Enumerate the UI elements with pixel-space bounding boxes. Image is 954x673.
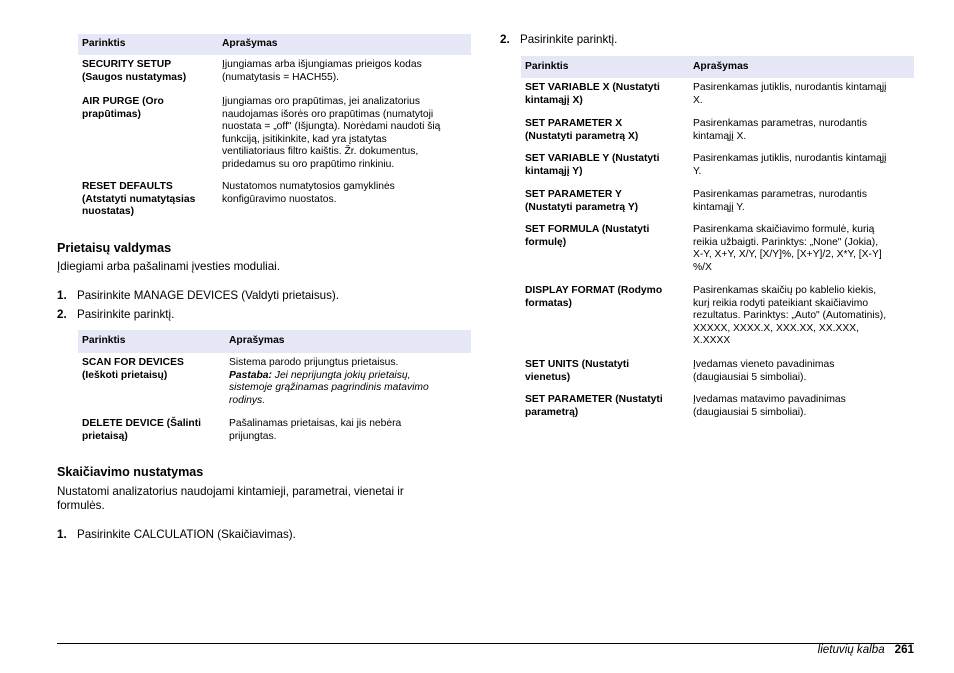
options-table-calculation: [521, 56, 914, 419]
options-table-devices: [78, 330, 471, 443]
header-option: Parinktis: [78, 34, 218, 55]
table-header-row: [521, 56, 914, 78]
options-table-security: [78, 34, 471, 219]
option-name: SET PARAMETER (Nustatyti parametrą): [525, 394, 663, 418]
table-row: [521, 185, 914, 220]
table-row: [521, 390, 914, 419]
option-name: SCAN FOR DEVICES (Ieškoti prietaisų): [82, 357, 184, 381]
table-row: [521, 78, 914, 114]
table-row: [521, 149, 914, 185]
option-description: Įvedamas vieneto pavadinimas (daugiausiai 5 simboliai).: [693, 359, 835, 383]
option-description: Pasirenkamas parametras, nurodantis kintamąjį X.: [693, 118, 867, 142]
option-description: Nustatomos numatytosios gamyklinės konfigūravimo nuostatos.: [222, 181, 395, 205]
option-name: SET PARAMETER X (Nustatyti parametrą X): [525, 118, 639, 142]
page-number: 261: [894, 643, 914, 656]
table-row: [78, 353, 471, 414]
option-name: SET VARIABLE X (Nustatyti kintamąjį X): [525, 82, 660, 106]
section-intro: Nustatomi analizatorius naudojami kintamieji, parametrai, vienetai ir formulės.: [57, 485, 404, 512]
option-description: Pasirenkamas jutiklis, nurodantis kintamąjį X.: [693, 82, 887, 106]
option-description: Pasirenkamas parametras, nurodantis kintamąjį Y.: [693, 189, 867, 213]
page-footer: [818, 643, 914, 656]
table-row: [78, 92, 471, 177]
table-row: [78, 177, 471, 219]
option-name: RESET DEFAULTS (Atstatyti numatytąsias nuostatas): [82, 181, 196, 218]
section-intro: Įdiegiami arba pašalinami įvesties moduliai.: [57, 260, 280, 273]
header-option: Parinktis: [78, 330, 225, 353]
table-header-row: [78, 34, 471, 55]
step-item: 2. Pasirinkite parinktį.: [57, 308, 175, 321]
option-description: Pasirenkama skaičiavimo formulė, kurią reikia užbaigti. Parinktys: „None" (Jokia), X-Y, X+Y, X/Y, [X/Y]%, [X+Y]/2, X*Y, [X-Y] %/X: [693, 224, 882, 273]
option-name: SET UNITS (Nustatyti vienetus): [525, 359, 630, 383]
step-item: 1. Pasirinkite MANAGE DEVICES (Valdyti prietaisus).: [57, 289, 340, 302]
table-row: [78, 55, 471, 92]
section-title-device-management: Prietaisų valdymas: [57, 241, 172, 255]
option-name: SET FORMULA (Nustatyti formulę): [525, 224, 650, 248]
section-title-calculation: Skaičiavimo nustatymas: [57, 465, 204, 479]
table-row: [521, 355, 914, 390]
table-row: [521, 114, 914, 149]
header-option: Parinktis: [521, 56, 689, 78]
step-item: 2. Pasirinkite parinktį.: [500, 33, 618, 46]
option-description: Sistema parodo prijungtus prietaisus. Pastaba: Jei neprijungta jokių prietaisų, sistemoje grąžinamas pagrindinis matavimo rodinys.: [229, 357, 429, 406]
option-description: Pasirenkamas jutiklis, nurodantis kintamąjį Y.: [693, 153, 887, 177]
option-name: DISPLAY FORMAT (Rodymo formatas): [525, 285, 663, 309]
table-row: [521, 281, 914, 355]
option-name: SET VARIABLE Y (Nustatyti kintamąjį Y): [525, 153, 660, 177]
header-description: Aprašymas: [689, 56, 914, 78]
option-name: DELETE DEVICE (Šalinti prietaisą): [82, 418, 202, 442]
option-name: AIR PURGE (Oro prapūtimas): [82, 96, 164, 120]
option-name: SET PARAMETER Y (Nustatyti parametrą Y): [525, 189, 639, 213]
footer-language: lietuvių kalba: [817, 643, 885, 656]
table-header-row: [78, 330, 471, 353]
table-row: [78, 414, 471, 443]
header-description: Aprašymas: [218, 34, 471, 55]
table-row: [521, 220, 914, 281]
option-description: Įjungiamas arba išjungiamas prieigos kodas (numatytasis = HACH55).: [222, 59, 422, 83]
option-description: Įvedamas matavimo pavadinimas (daugiausiai 5 simboliai).: [693, 394, 846, 418]
note-label: Pastaba:: [229, 369, 272, 381]
step-item: 1. Pasirinkite CALCULATION (Skaičiavimas).: [57, 528, 296, 541]
option-description: Įjungiamas oro prapūtimas, jei analizatorius naudojamas išorės oro prapūtimas (numatytoji nuostata = „off" (Išjungta). Norėdami naudoti šią funkciją, įsitikinkite, kad yra įstatytas ventiliatoriaus filtro kaištis. Žr. dokumentus, pridedamus su oro prapūtimo rinkiniu.: [222, 96, 441, 170]
option-description: Pasirenkamas skaičių po kablelio kiekis, kurį reikia rodyti pateikiant skaičiavimo rezultatus. Parinktys: „Auto" (Automatinis), XXXXX, XXXX.X, XXX.XX, XX.XXX, X.XXXX: [693, 285, 887, 347]
option-description: Pašalinamas prietaisas, kai jis nebėra prijungtas.: [229, 418, 402, 442]
footer-divider: [57, 643, 914, 644]
option-name: SECURITY SETUP (Saugos nustatymas): [82, 59, 187, 83]
header-description: Aprašymas: [225, 330, 471, 353]
